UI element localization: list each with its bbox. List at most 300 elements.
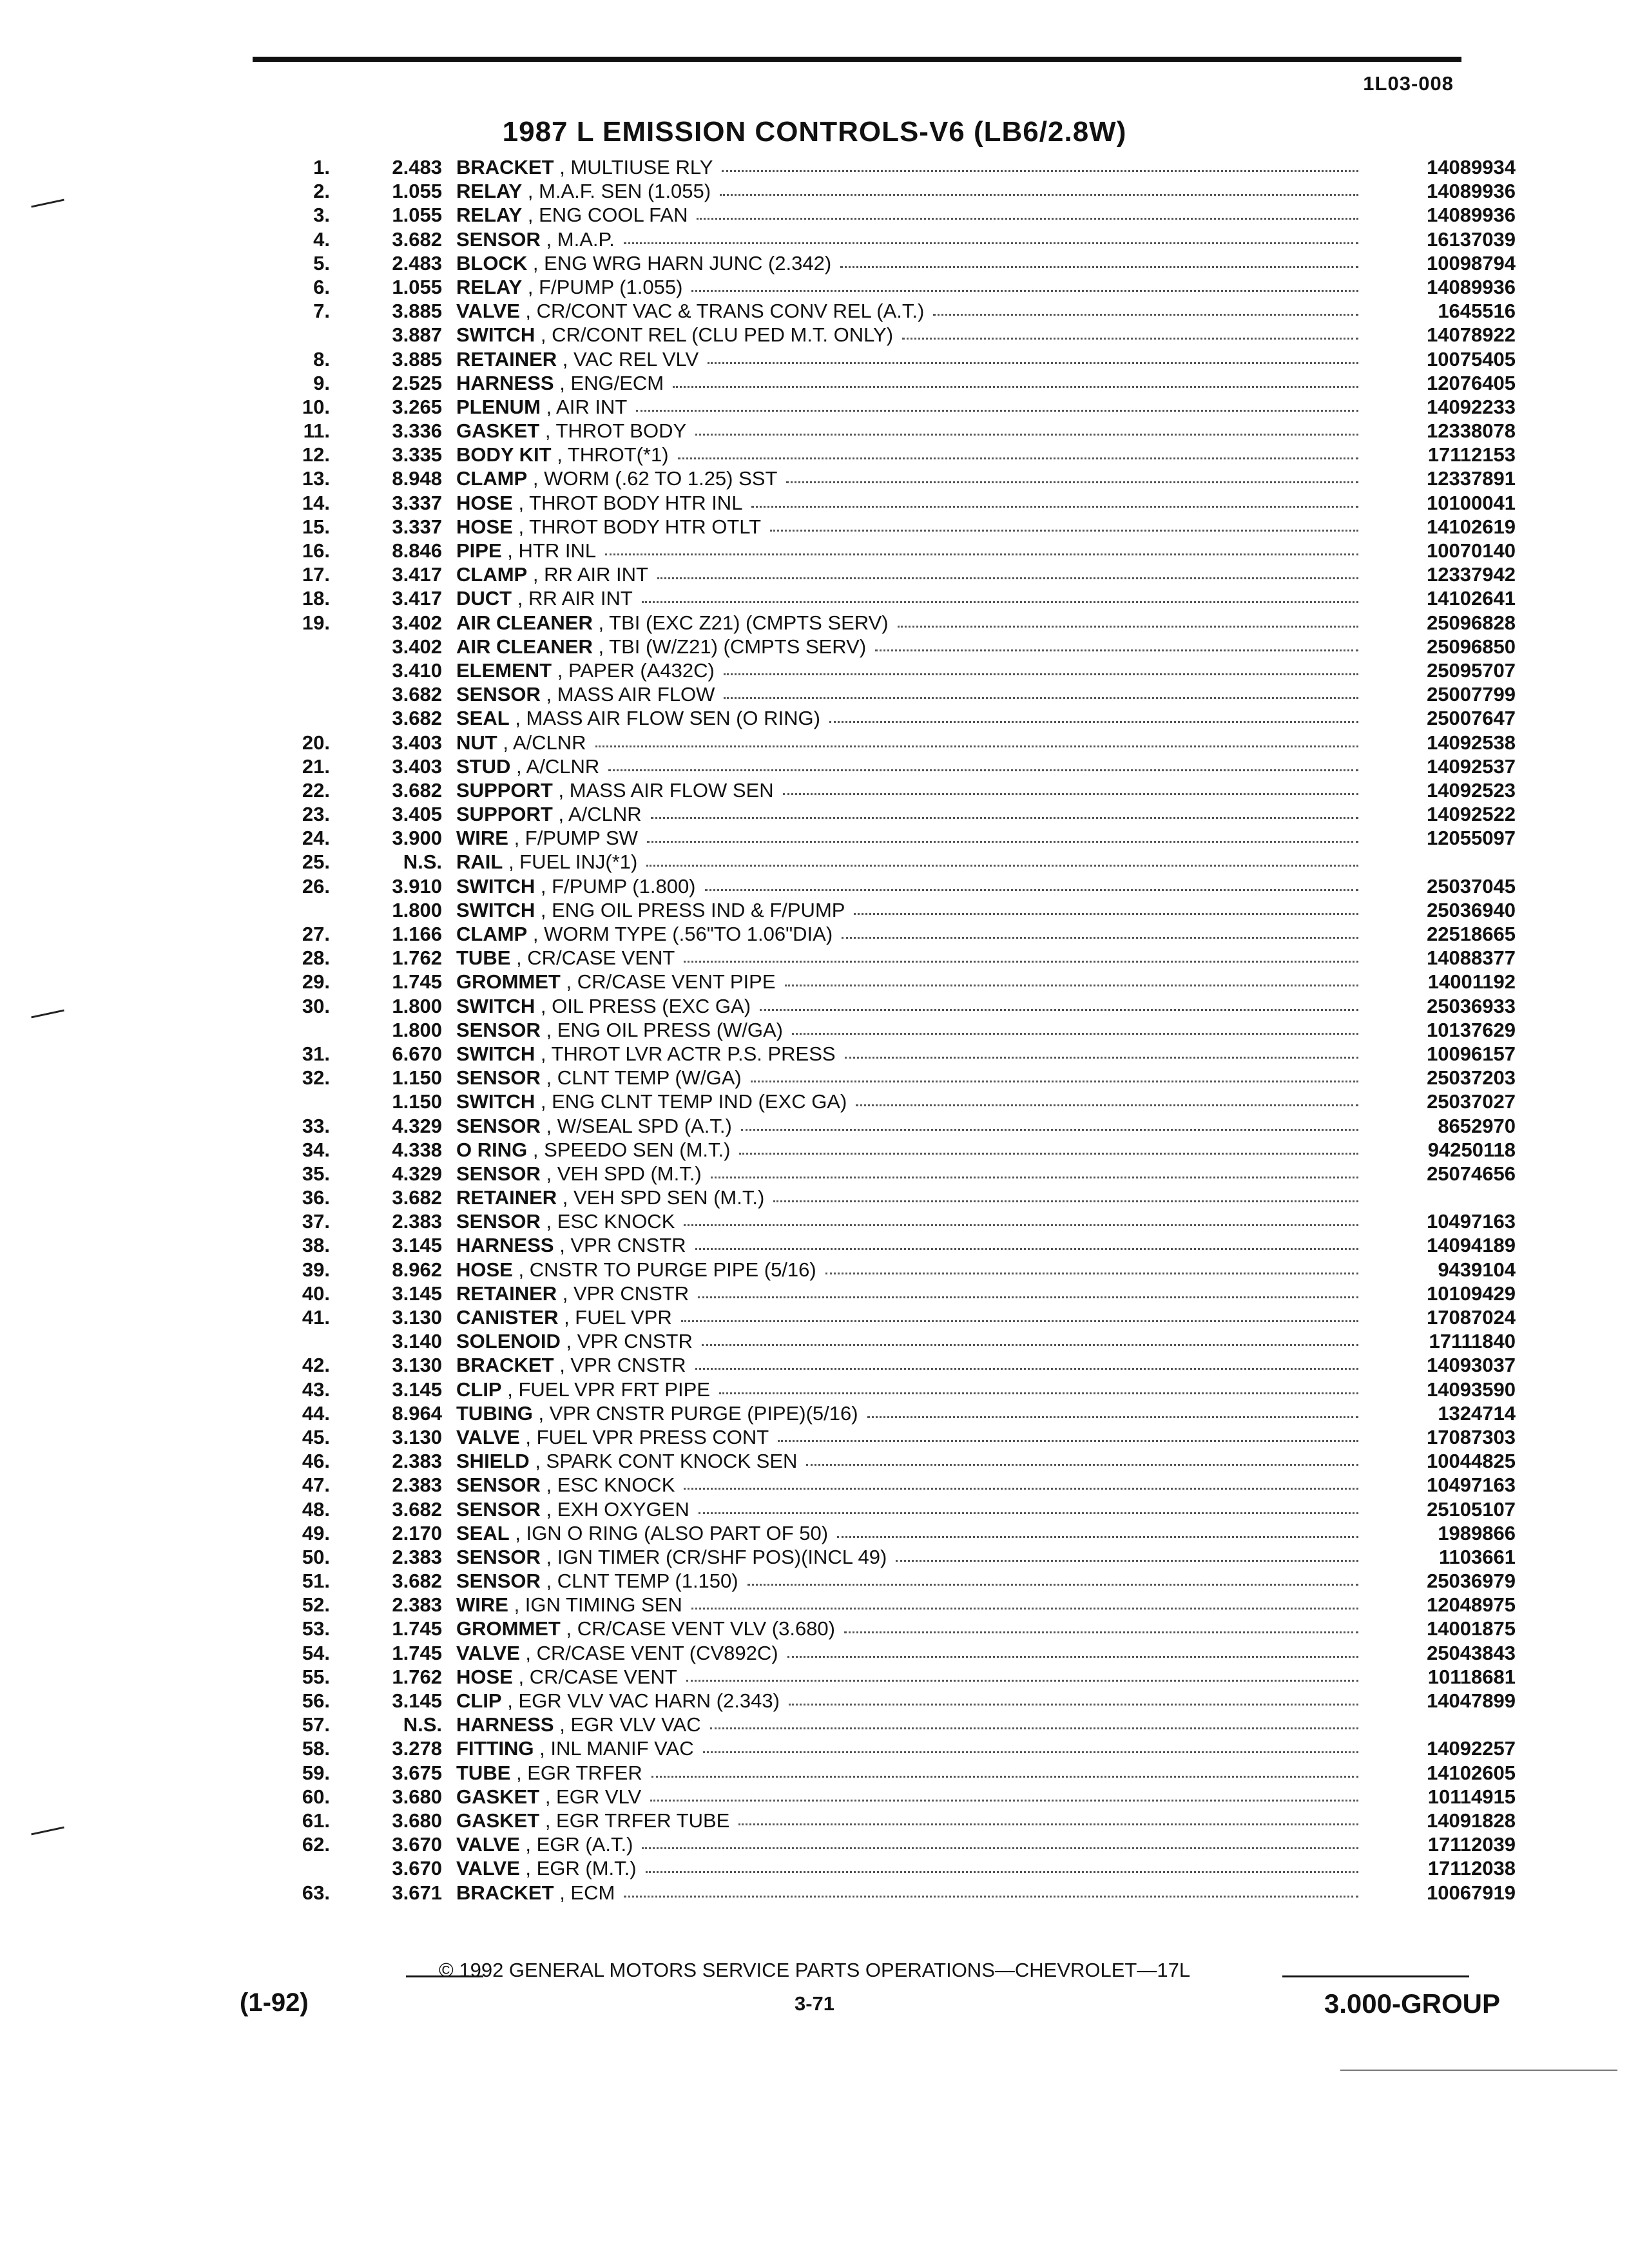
ref-number: 41. — [302, 1306, 330, 1329]
part-description — [456, 1857, 637, 1880]
group-number: 1.150 — [392, 1090, 442, 1113]
part-number: 14092233 — [1427, 395, 1516, 418]
ref-number: 38. — [302, 1234, 330, 1257]
dot-leader — [786, 479, 1358, 483]
part-number: 12055097 — [1427, 827, 1516, 850]
part-number: 17087024 — [1427, 1306, 1516, 1329]
parts-row — [193, 1498, 1516, 1522]
part-number: 25105107 — [1427, 1497, 1516, 1521]
parts-row — [193, 635, 1516, 659]
ref-number: 7. — [313, 300, 330, 323]
ref-number: 11. — [303, 419, 330, 443]
part-noun: AIR CLEANER — [456, 635, 593, 658]
part-modifier: , EGR VLV — [545, 1785, 642, 1808]
parts-list — [193, 156, 1516, 1905]
group-number: 3.670 — [392, 1857, 442, 1880]
ref-number: 23. — [302, 803, 330, 826]
parts-row — [193, 1139, 1516, 1162]
parts-row — [193, 995, 1516, 1019]
parts-row — [193, 1474, 1516, 1497]
parts-row — [193, 1234, 1516, 1258]
dot-leader — [854, 910, 1358, 915]
part-number: 14102641 — [1427, 587, 1516, 610]
dot-leader — [651, 1773, 1358, 1778]
part-noun: GASKET — [456, 1785, 540, 1808]
part-modifier: , FUEL VPR — [564, 1306, 672, 1329]
parts-row — [193, 1402, 1516, 1426]
group-number: 1.055 — [392, 204, 442, 227]
part-noun: PLENUM — [456, 395, 541, 418]
ref-number: 5. — [313, 251, 330, 274]
margin-mark — [31, 199, 64, 208]
part-description — [456, 180, 711, 203]
part-noun: RAIL — [456, 850, 503, 874]
part-noun: SHIELD — [456, 1450, 530, 1473]
part-noun: SENSOR — [456, 1545, 541, 1568]
part-number: 14088377 — [1427, 947, 1516, 970]
ref-number: 3. — [313, 204, 330, 227]
part-noun: AIR CLEANER — [456, 611, 593, 634]
parts-row — [193, 779, 1516, 803]
part-description — [456, 300, 924, 323]
part-modifier: , EGR VLV VAC — [559, 1713, 701, 1736]
group-number: 3.405 — [392, 803, 442, 826]
dot-leader — [684, 1485, 1358, 1490]
part-number: 14102605 — [1427, 1761, 1516, 1784]
dot-leader — [806, 1461, 1358, 1466]
part-noun: SUPPORT — [456, 803, 553, 826]
part-description — [456, 1689, 780, 1713]
group-number: 3.682 — [392, 683, 442, 706]
ref-number: 62. — [302, 1833, 330, 1856]
ref-number: 53. — [302, 1617, 330, 1640]
part-number: 12048975 — [1427, 1593, 1516, 1617]
parts-row — [193, 803, 1516, 827]
group-number: 1.762 — [392, 947, 442, 970]
ref-number: 4. — [313, 227, 330, 251]
part-modifier: , MASS AIR FLOW SEN (O RING) — [515, 707, 820, 730]
part-modifier: , ESC KNOCK — [546, 1210, 675, 1233]
ref-number: 21. — [302, 754, 330, 778]
part-description — [456, 1210, 675, 1233]
group-number: 2.525 — [392, 371, 442, 394]
ref-number: 49. — [302, 1521, 330, 1544]
parts-row — [193, 659, 1516, 683]
ref-number: 63. — [302, 1881, 330, 1904]
part-modifier: , THROT BODY HTR INL — [518, 491, 743, 514]
part-description — [456, 204, 688, 227]
part-description — [456, 779, 774, 802]
part-noun: VALVE — [456, 1425, 520, 1448]
ref-number: 32. — [302, 1066, 330, 1090]
part-description — [456, 1785, 641, 1809]
scan-artifact-line — [1340, 2070, 1617, 2071]
dot-leader — [684, 958, 1358, 963]
part-modifier: , F/PUMP (1.800) — [540, 874, 696, 898]
part-noun: RELAY — [456, 204, 523, 227]
part-number: 17112039 — [1427, 1833, 1516, 1856]
group-number: 8.964 — [392, 1401, 442, 1425]
dot-leader — [678, 455, 1358, 459]
part-number: 14092523 — [1427, 778, 1516, 802]
part-noun: FITTING — [456, 1737, 534, 1760]
part-number: 16137039 — [1427, 227, 1516, 251]
parts-row — [193, 1330, 1516, 1354]
part-modifier: , IGN TIMER (CR/SHF POS)(INCL 49) — [546, 1545, 887, 1568]
part-number: 8652970 — [1438, 1114, 1516, 1137]
part-modifier: , VPR CNSTR — [562, 1282, 689, 1305]
part-description — [456, 515, 761, 539]
ref-number: 26. — [302, 874, 330, 898]
group-number: 4.329 — [392, 1162, 442, 1185]
ref-number: 20. — [302, 731, 330, 754]
group-number: 3.675 — [392, 1761, 442, 1784]
group-number: 2.383 — [392, 1210, 442, 1233]
part-noun: RETAINER — [456, 347, 557, 370]
ref-number: 56. — [302, 1689, 330, 1712]
part-number: 12337942 — [1427, 563, 1516, 586]
parts-row — [193, 1570, 1516, 1593]
part-noun: SENSOR — [456, 1210, 541, 1233]
group-number: 2.483 — [392, 251, 442, 274]
ref-number: 44. — [302, 1401, 330, 1425]
parts-row — [193, 443, 1516, 467]
part-number: 25043843 — [1427, 1641, 1516, 1664]
dot-leader — [686, 1677, 1358, 1682]
part-noun: VALVE — [456, 1833, 520, 1856]
ref-number: 16. — [302, 539, 330, 562]
group-number: 3.682 — [392, 227, 442, 251]
part-noun: TUBE — [456, 947, 511, 970]
group-number: 1.745 — [392, 970, 442, 994]
part-modifier: , FUEL VPR FRT PIPE — [507, 1378, 710, 1401]
ref-number: 57. — [302, 1713, 330, 1736]
parts-row — [193, 1090, 1516, 1114]
part-modifier: , A/CLNR — [503, 731, 586, 754]
part-noun: STUD — [456, 754, 511, 778]
group-number: N.S. — [403, 1713, 442, 1736]
ref-number: 22. — [302, 778, 330, 802]
part-number: 1324714 — [1438, 1401, 1516, 1425]
revision-date: (1-92) — [240, 1988, 309, 2017]
part-description — [456, 1474, 675, 1497]
part-number: 14092537 — [1427, 754, 1516, 778]
part-noun: SENSOR — [456, 1497, 541, 1521]
part-modifier: , CR/CASE VENT VLV (3.680) — [566, 1617, 836, 1640]
parts-row — [193, 947, 1516, 970]
page-number: 3-71 — [794, 1992, 835, 2015]
page-title: 1987 L EMISSION CONTROLS-V6 (LB6/2.8W) — [502, 116, 1127, 148]
part-noun: GROMMET — [456, 970, 561, 994]
part-number: 10067919 — [1427, 1881, 1516, 1904]
part-description — [456, 1019, 783, 1042]
part-number: 12337891 — [1427, 467, 1516, 490]
group-number: 3.670 — [392, 1833, 442, 1856]
part-description — [456, 1522, 828, 1545]
parts-row — [193, 276, 1516, 300]
part-number: 14089936 — [1427, 204, 1516, 227]
part-modifier: , ECM — [559, 1881, 615, 1904]
part-number: 25036940 — [1427, 898, 1516, 921]
parts-row — [193, 970, 1516, 994]
parts-row — [193, 1115, 1516, 1139]
ref-number: 8. — [313, 347, 330, 370]
ref-number: 37. — [302, 1210, 330, 1233]
ref-number: 28. — [302, 947, 330, 970]
dot-leader — [681, 1318, 1358, 1322]
part-number: 9439104 — [1438, 1258, 1516, 1281]
part-modifier: , CR/CONT VAC & TRANS CONV REL (A.T.) — [525, 300, 925, 323]
group-number: 3.335 — [392, 443, 442, 466]
parts-row — [193, 827, 1516, 850]
dot-leader — [698, 1294, 1358, 1298]
ref-number: 61. — [302, 1809, 330, 1832]
dot-leader — [605, 551, 1358, 555]
part-number: 14102619 — [1427, 515, 1516, 538]
part-modifier: , THROT(*1) — [557, 443, 669, 466]
group-number: 3.682 — [392, 1497, 442, 1521]
group-number: 3.130 — [392, 1306, 442, 1329]
parts-row — [193, 515, 1516, 539]
parts-row — [193, 1809, 1516, 1833]
part-number: 14093590 — [1427, 1378, 1516, 1401]
part-description — [456, 1426, 769, 1449]
parts-row — [193, 611, 1516, 635]
part-description — [456, 1642, 778, 1665]
ref-number: 47. — [302, 1474, 330, 1497]
part-description — [456, 1139, 730, 1162]
part-modifier: , ENG OIL PRESS IND & F/PUMP — [540, 898, 845, 921]
ref-number: 15. — [302, 515, 330, 538]
part-description — [456, 396, 627, 419]
part-modifier: , VPR CNSTR PURGE (PIPE)(5/16) — [538, 1401, 858, 1425]
part-noun: WIRE — [456, 827, 508, 850]
part-modifier: , FUEL VPR PRESS CONT — [525, 1425, 769, 1448]
parts-row — [193, 1378, 1516, 1402]
group-number: 3.680 — [392, 1809, 442, 1832]
part-number: 25007799 — [1427, 683, 1516, 706]
dot-leader — [720, 191, 1358, 196]
group-number: 8.948 — [392, 467, 442, 490]
group-number: 3.130 — [392, 1425, 442, 1448]
group-number: 3.145 — [392, 1234, 442, 1257]
part-description — [456, 850, 637, 874]
dot-leader — [719, 1390, 1358, 1394]
part-description — [456, 995, 751, 1018]
part-modifier: , MASS AIR FLOW — [546, 683, 715, 706]
ref-number: 24. — [302, 827, 330, 850]
group-number: 3.145 — [392, 1378, 442, 1401]
part-noun: RETAINER — [456, 1282, 557, 1305]
ref-number: 42. — [302, 1354, 330, 1377]
part-modifier: , M.A.P. — [546, 227, 615, 251]
part-number: 12076405 — [1427, 371, 1516, 394]
part-modifier: , CLNT TEMP (1.150) — [546, 1570, 738, 1593]
part-noun: SEAL — [456, 707, 510, 730]
group-number: 6.670 — [392, 1042, 442, 1065]
part-noun: SWITCH — [456, 323, 535, 347]
part-description — [456, 443, 669, 466]
part-modifier: , F/PUMP SW — [514, 827, 638, 850]
part-noun: SENSOR — [456, 1114, 541, 1137]
part-noun: WIRE — [456, 1593, 508, 1617]
part-description — [456, 635, 866, 658]
part-noun: RELAY — [456, 275, 523, 298]
ref-number: 35. — [302, 1162, 330, 1185]
parts-row — [193, 1426, 1516, 1450]
part-number: 25037027 — [1427, 1090, 1516, 1113]
group-number: 8.846 — [392, 539, 442, 562]
parts-row — [193, 587, 1516, 611]
part-description — [456, 1258, 816, 1282]
ref-number: 6. — [313, 275, 330, 298]
part-description — [456, 276, 682, 299]
part-number: 14001192 — [1427, 970, 1516, 994]
ref-number: 52. — [302, 1593, 330, 1617]
part-noun: HARNESS — [456, 1713, 554, 1736]
part-noun: HOSE — [456, 515, 513, 538]
parts-row — [193, 1666, 1516, 1689]
group-number: 2.383 — [392, 1545, 442, 1568]
part-noun: NUT — [456, 731, 497, 754]
part-description — [456, 803, 642, 826]
part-description — [456, 1378, 710, 1401]
ref-number: 25. — [302, 850, 330, 874]
part-noun: CLIP — [456, 1689, 502, 1712]
ref-number: 59. — [302, 1761, 330, 1784]
part-number: 25037045 — [1427, 874, 1516, 898]
part-noun: SWITCH — [456, 1042, 535, 1065]
part-description — [456, 1713, 701, 1736]
part-modifier: , THROT BODY HTR OTLT — [518, 515, 762, 538]
dot-leader — [691, 287, 1358, 292]
parts-row — [193, 1785, 1516, 1809]
part-description — [456, 1402, 858, 1425]
dot-leader — [724, 671, 1358, 675]
part-modifier: , EGR VLV VAC HARN (2.343) — [507, 1689, 780, 1712]
dot-leader — [773, 1198, 1358, 1202]
group-number: 1.745 — [392, 1641, 442, 1664]
part-noun: HOSE — [456, 1258, 513, 1281]
part-noun: GASKET — [456, 1809, 540, 1832]
part-number: 10098794 — [1427, 251, 1516, 274]
dot-leader — [711, 1174, 1358, 1178]
dot-leader — [642, 1845, 1358, 1849]
part-noun: CLAMP — [456, 563, 528, 586]
part-number: 25007647 — [1427, 707, 1516, 730]
part-noun: SENSOR — [456, 227, 541, 251]
part-description — [456, 683, 715, 706]
parts-row — [193, 1186, 1516, 1210]
dot-leader — [650, 1797, 1358, 1802]
parts-row — [193, 1762, 1516, 1785]
group-number: 4.338 — [392, 1138, 442, 1161]
part-description — [456, 1066, 742, 1090]
group-number: 2.483 — [392, 156, 442, 178]
dot-leader — [739, 1150, 1358, 1155]
part-noun: O RING — [456, 1138, 528, 1161]
dot-leader — [691, 1605, 1358, 1610]
part-description — [456, 587, 633, 610]
part-number: 14093037 — [1427, 1354, 1516, 1377]
part-number: 25095707 — [1427, 658, 1516, 682]
dot-leader — [825, 1270, 1358, 1274]
part-description — [456, 1354, 686, 1377]
part-modifier: , IGN O RING (ALSO PART OF 50) — [515, 1521, 829, 1544]
part-description — [456, 1330, 693, 1353]
part-noun: TUBING — [456, 1401, 533, 1425]
group-number: 3.337 — [392, 515, 442, 538]
parts-row — [193, 1546, 1516, 1570]
group-number: 3.140 — [392, 1330, 442, 1353]
part-modifier: , OIL PRESS (EXC GA) — [540, 994, 751, 1017]
part-modifier: , RR AIR INT — [517, 587, 633, 610]
part-description — [456, 659, 715, 682]
dot-leader — [647, 838, 1358, 843]
ref-number: 46. — [302, 1450, 330, 1473]
dot-leader — [933, 311, 1358, 316]
parts-row — [193, 180, 1516, 204]
part-noun: SEAL — [456, 1521, 510, 1544]
group-number: 2.383 — [392, 1450, 442, 1473]
dot-leader — [778, 1437, 1358, 1442]
group-number: 3.278 — [392, 1737, 442, 1760]
group-code: 3.000-GROUP — [1324, 1988, 1500, 2019]
part-noun: HOSE — [456, 1665, 513, 1688]
dot-leader — [867, 1414, 1358, 1418]
group-number: 3.885 — [392, 300, 442, 323]
parts-row — [193, 1833, 1516, 1857]
part-number: 10096157 — [1427, 1042, 1516, 1065]
part-modifier: , SPARK CONT KNOCK SEN — [535, 1450, 798, 1473]
part-noun: GASKET — [456, 419, 540, 443]
page-code: 1L03-008 — [1363, 72, 1454, 95]
parts-row — [193, 1881, 1516, 1905]
parts-row — [193, 1258, 1516, 1282]
part-modifier: , WORM (.62 TO 1.25) SST — [532, 467, 778, 490]
part-modifier: , EGR TRFER TUBE — [545, 1809, 730, 1832]
part-number: 25096828 — [1427, 611, 1516, 634]
part-noun: SWITCH — [456, 994, 535, 1017]
part-modifier: , ESC KNOCK — [546, 1474, 675, 1497]
dot-leader — [785, 982, 1358, 986]
group-number: 3.145 — [392, 1689, 442, 1712]
part-number: 10114915 — [1427, 1785, 1516, 1808]
dot-leader — [898, 623, 1358, 628]
part-number: 14092538 — [1427, 731, 1516, 754]
dot-leader — [789, 1701, 1358, 1706]
parts-row — [193, 252, 1516, 276]
group-number: 1.800 — [392, 898, 442, 921]
dot-leader — [837, 1533, 1358, 1538]
part-number: 25074656 — [1427, 1162, 1516, 1185]
group-number: 3.680 — [392, 1785, 442, 1808]
part-modifier: , HTR INL — [507, 539, 597, 562]
parts-row — [193, 923, 1516, 947]
part-description — [456, 899, 845, 922]
dot-leader — [896, 1557, 1358, 1562]
parts-row — [193, 1306, 1516, 1330]
group-number: 1.150 — [392, 1066, 442, 1090]
ref-number: 45. — [302, 1425, 330, 1448]
part-number: 14091828 — [1427, 1809, 1516, 1832]
dot-leader — [844, 1629, 1358, 1633]
part-noun: HARNESS — [456, 371, 554, 394]
part-noun: SENSOR — [456, 1162, 541, 1185]
parts-row — [193, 396, 1516, 419]
part-description — [456, 1043, 836, 1066]
part-number: 10109429 — [1427, 1282, 1516, 1305]
